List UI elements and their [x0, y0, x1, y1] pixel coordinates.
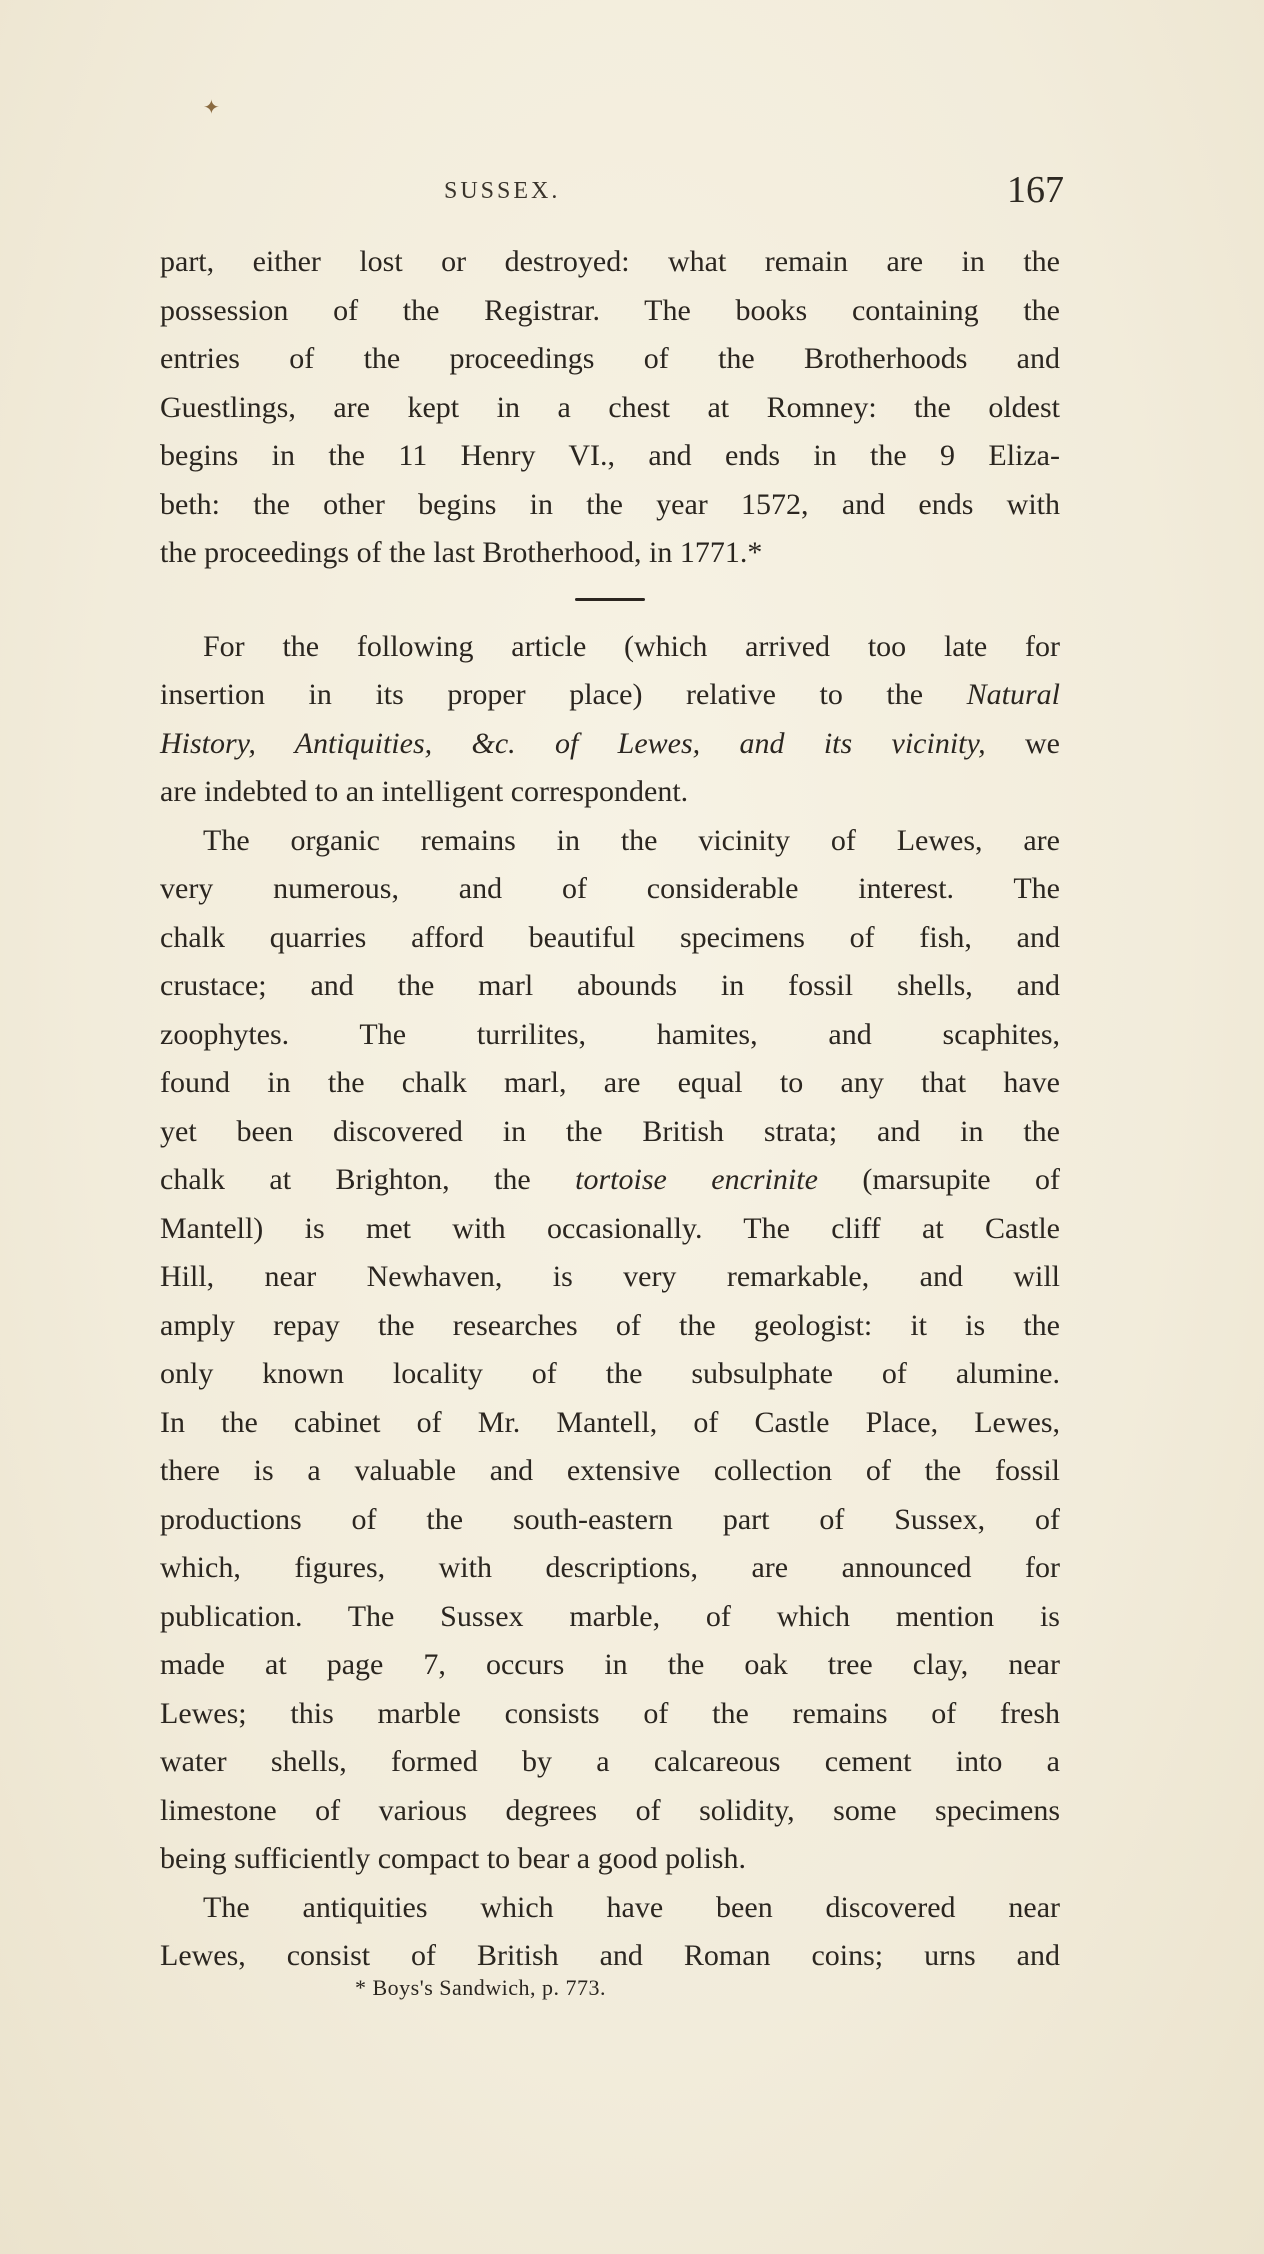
text-line: very numerous, and of considerable interest. The — [160, 872, 1060, 905]
text-line: The antiquities which have been discovered near — [203, 1890, 1060, 1924]
text-line: crustace; and the marl abounds in fossil shells, and — [160, 969, 1060, 1002]
paragraph-1 — [160, 238, 1060, 578]
text-line: found in the chalk marl, are equal to any that have — [160, 1066, 1060, 1099]
text-line: In the cabinet of Mr. Mantell, of Castle Place, Lewes, — [160, 1405, 1060, 1439]
text-line: possession of the Registrar. The books containing the — [160, 293, 1060, 327]
text-run: insertion in its proper place) relative to the — [160, 678, 924, 711]
text-line: publication. The Sussex marble, of which mention is — [160, 1599, 1060, 1633]
text-line: beth: the other begins in the year 1572, and ends with — [160, 487, 1060, 521]
italic-run: History, Antiquities, &c. of Lewes, and its vicinity, — [160, 726, 986, 760]
text-line: zoophytes. The turrilites, hamites, and scaphites, — [160, 1017, 1060, 1051]
text-line — [160, 671, 1060, 720]
text-line: begins in the 11 Henry VI., and ends in the 9 Eliza- — [160, 439, 1060, 472]
text-line: the proceedings of the last Brotherhood, in 1771.* — [160, 536, 763, 569]
text-line: Hill, near Newhaven, is very remarkable, and will — [160, 1260, 1060, 1293]
paragraph-3 — [160, 817, 1060, 1884]
page-header — [164, 168, 1064, 218]
text-line — [160, 720, 1060, 769]
text-run: (marsupite of — [862, 1163, 1061, 1196]
paragraph-4 — [160, 1884, 1060, 1981]
text-line: only known locality of the subsulphate of alumine. — [160, 1357, 1060, 1390]
text-line: amply repay the researches of the geologist: it is the — [160, 1308, 1060, 1342]
text-line: For the following article (which arrived too late for — [203, 629, 1060, 663]
text-line: yet been discovered in the British strata; and in the — [160, 1114, 1060, 1148]
text-line: chalk quarries afford beautiful specimens of fish, and — [160, 920, 1060, 954]
running-head: SUSSEX. — [444, 178, 561, 204]
text-run: we — [1025, 726, 1060, 760]
text-line: The organic remains in the vicinity of Lewes, are — [203, 823, 1060, 857]
text-line: Lewes; this marble consists of the remains of fresh — [160, 1696, 1060, 1730]
text-run: chalk at Brighton, the — [160, 1163, 531, 1196]
text-line: made at page 7, occurs in the oak tree clay, near — [160, 1648, 1060, 1681]
text-line: Guestlings, are kept in a chest at Romney: the oldest — [160, 390, 1060, 424]
italic-run: tortoise encrinite — [575, 1163, 818, 1196]
text-line — [160, 1156, 1060, 1205]
ornament-mark: ✦ — [203, 97, 220, 119]
italic-run: Natural — [966, 678, 1060, 711]
text-line: which, figures, with descriptions, are announced for — [160, 1551, 1060, 1584]
section-divider — [575, 598, 645, 601]
text-line: Mantell) is met with occasionally. The cliff at Castle — [160, 1211, 1060, 1245]
text-line: entries of the proceedings of the Brotherhoods and — [160, 342, 1060, 375]
body-text — [160, 238, 1060, 1981]
page-number: 167 — [1007, 169, 1064, 211]
footnote: * Boys's Sandwich, p. 773. — [355, 1975, 607, 2000]
text-line: part, either lost or destroyed: what remain are in the — [160, 245, 1060, 278]
text-line: are indebted to an intelligent correspondent. — [160, 775, 689, 808]
text-line: water shells, formed by a calcareous cement into a — [160, 1745, 1060, 1778]
text-line: being sufficiently compact to bear a good polish. — [160, 1842, 746, 1875]
text-line: Lewes, consist of British and Roman coins; urns and — [160, 1939, 1060, 1972]
paragraph-2 — [160, 623, 1060, 817]
text-line: limestone of various degrees of solidity, some specimens — [160, 1793, 1060, 1827]
text-line: there is a valuable and extensive collection of the fossil — [160, 1454, 1060, 1487]
text-line: productions of the south-eastern part of Sussex, of — [160, 1502, 1060, 1536]
